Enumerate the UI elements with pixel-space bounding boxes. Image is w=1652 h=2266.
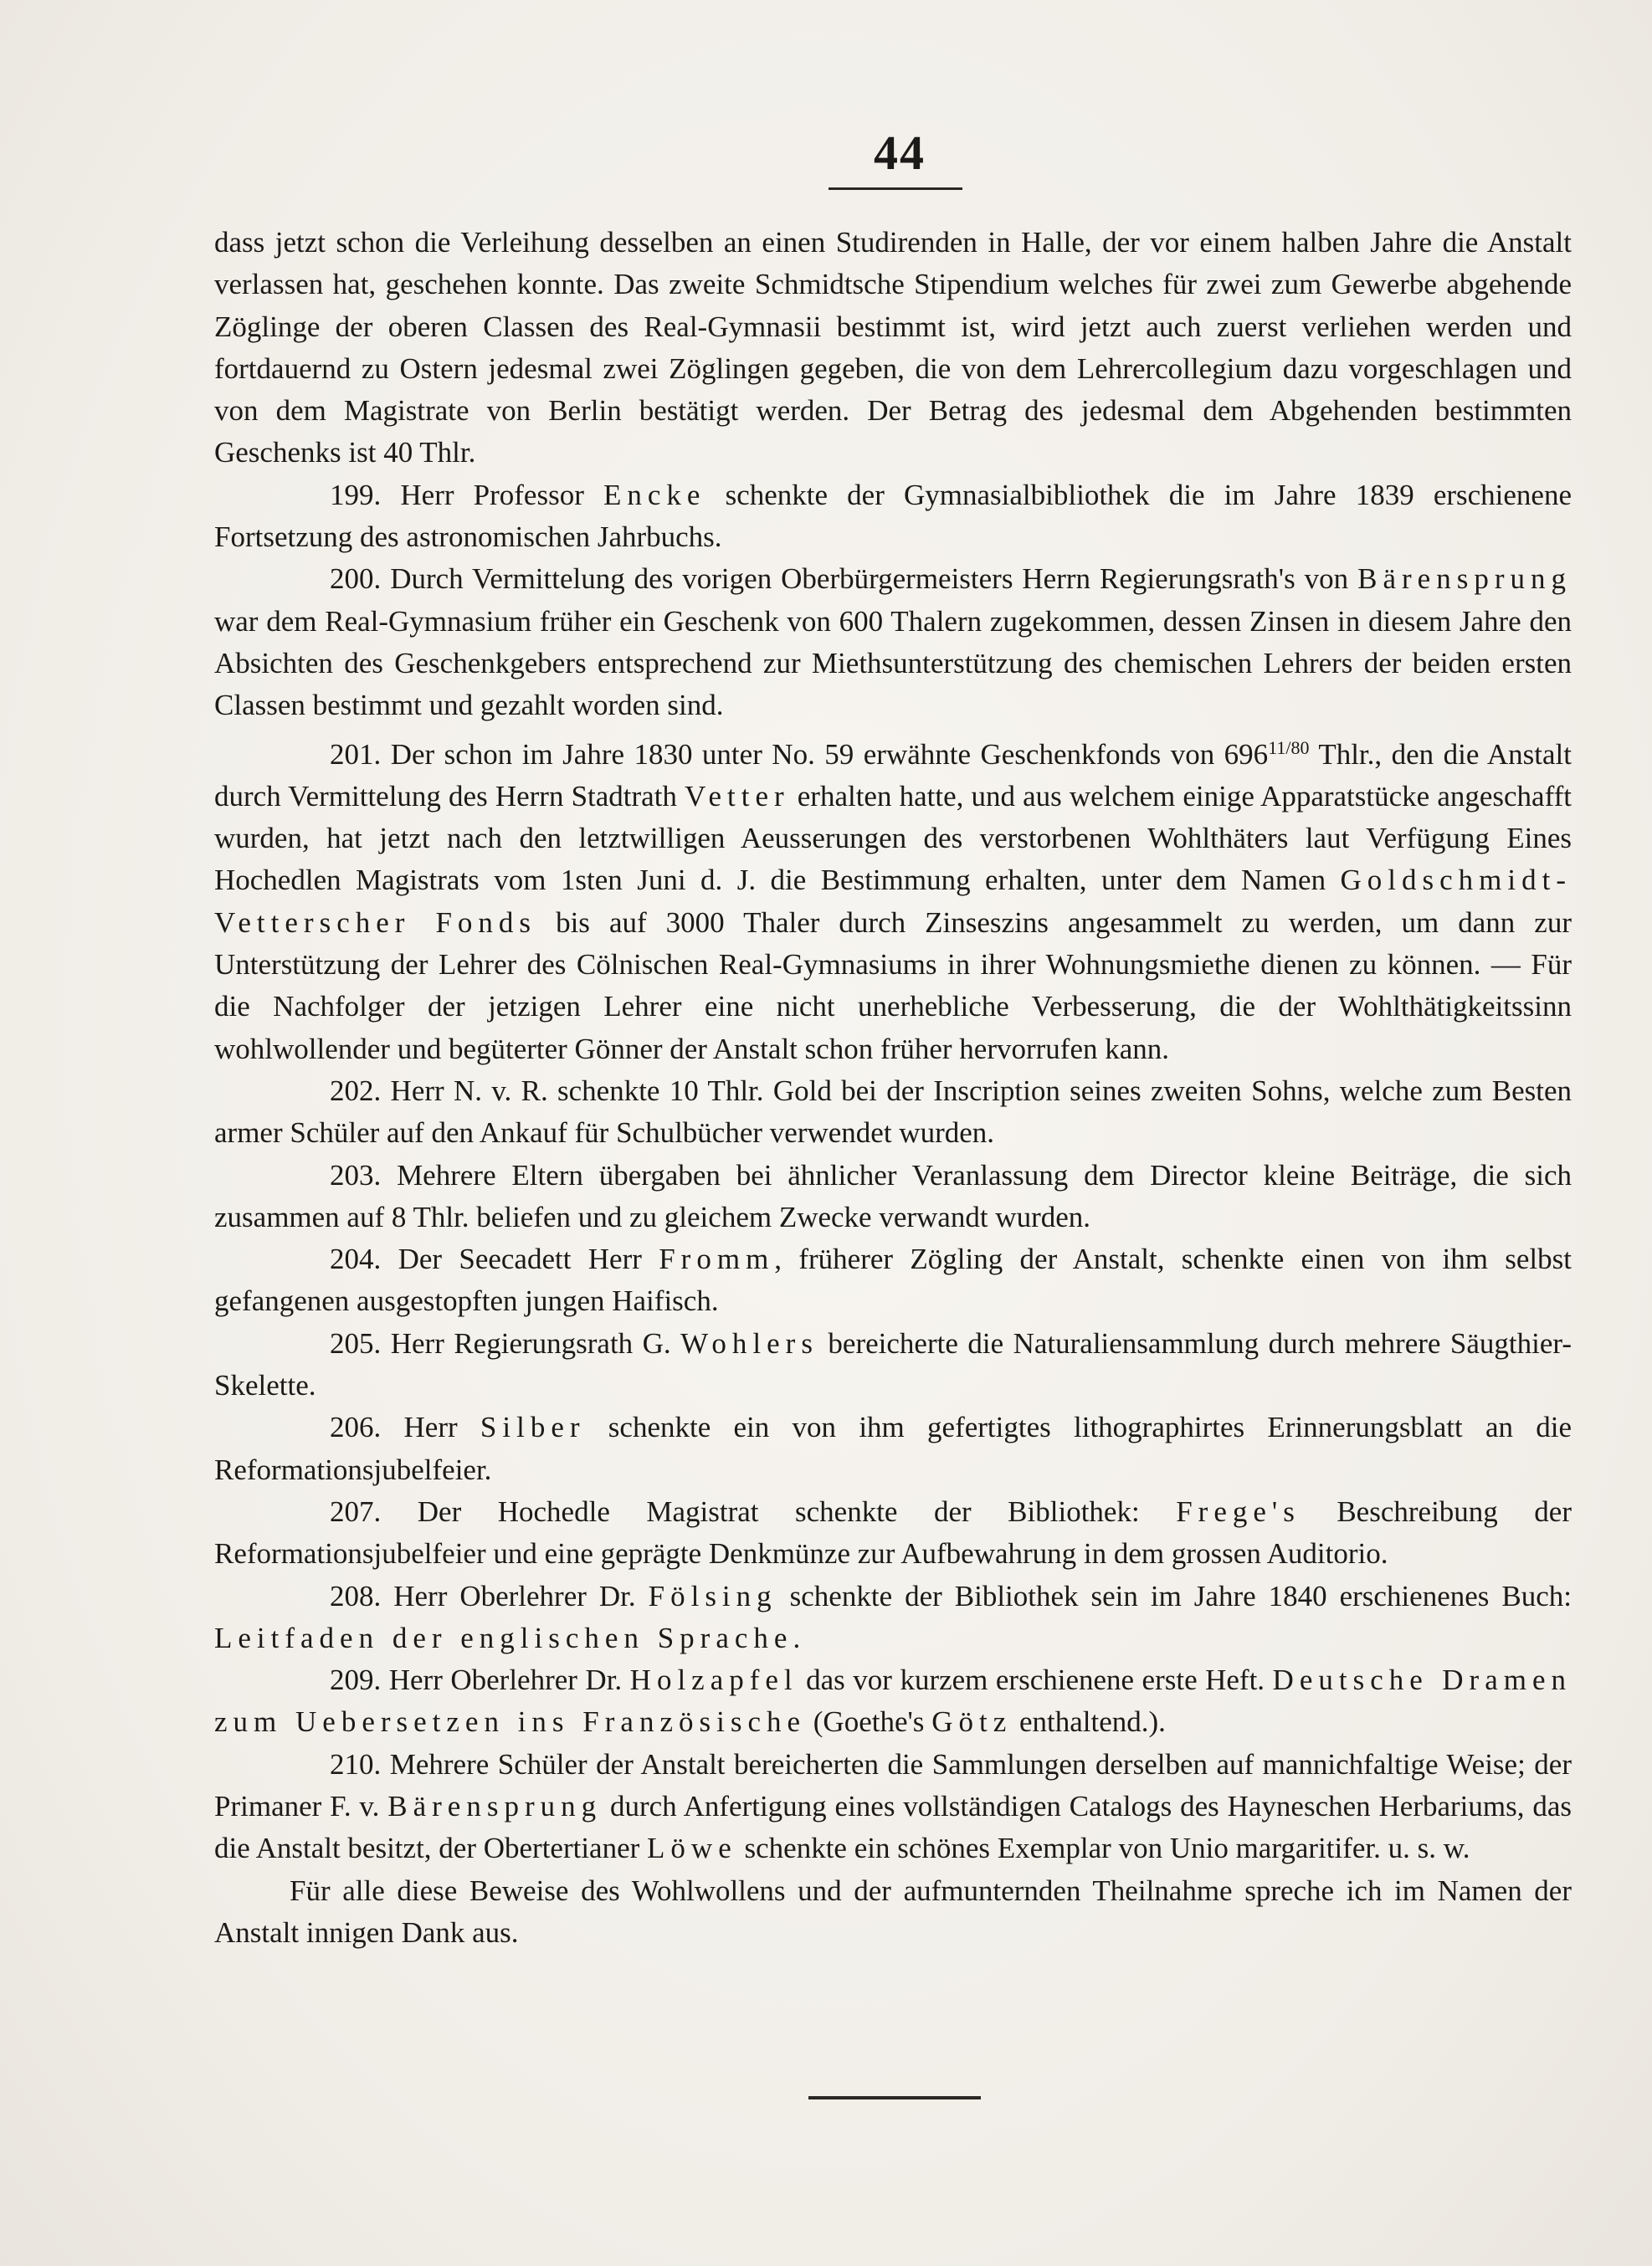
paragraph-206: 206. Herr Silber schenkte ein von ihm gefertigtes lithographirtes Erinnerungsblatt an die Reformationsjubelfeier. — [214, 1411, 1572, 1486]
page-number-underline — [829, 187, 962, 190]
paragraph-stipendium-continuation: dass jetzt schon die Verleihung desselben an einen Studirenden in Halle, der vor einem halben Jahre die Anstalt verlassen hat, geschehen konnte. Das zweite Schmidtsche Stipendium welches für zwei zum Gewerbe abgehende Zöglinge der oberen Classen des Real-Gymnasii bestimmt ist, wird jetzt auch zuerst verliehen werden und fortdauernd zu Ostern jedesmal zwei Zöglingen gegeben, die von dem Lehrercollegium dazu vorgeschlagen und von dem Magistrate von Berlin bestätigt werden. Der Betrag des jedesmal dem Abgehenden bestimmten Geschenks ist 40 Thlr. — [214, 226, 1572, 469]
paragraph-209: 209. Herr Oberlehrer Dr. Holzapfel das vor kurzem erschienene erste Heft. Deutsche Dramen zum Uebersetzen ins Französische (Goethe's Götz enthaltend.). — [214, 1664, 1572, 1739]
paragraph-201: 201. Der schon im Jahre 1830 unter No. 59 erwähnte Geschenkfonds von $696^{11/80}$ Thlr., den die Anstalt durch Vermittelung des Herrn Stadtrath Vetter erhalten hatte, und aus welchem einige Apparatstücke angeschafft wurden, hat jetzt nach den letztwilligen Aeusserungen des verstorbenen Wohlthäters laut Verfügung Eines Hochedlen Magistrats vom 1sten Juni d. J. die Bestimmung erhalten, unter dem Namen Goldschmidt-Vetterscher Fonds bis auf 3000 Thaler durch Zinseszins angesammelt zu werden, um dann zur Unterstützung der Lehrer des Cölnischen Real-Gymnasiums in ihrer Wohnungsmiethe dienen zu können. — Für die Nachfolger der jetzigen Lehrer eine nicht unerhebliche Verbesserung, die der Wohlthätigkeitssinn wohlwollender und begüterter Gönner der Anstalt schon früher hervorrufen kann. — [214, 736, 1572, 1065]
paragraph-202: 202. Herr N. v. R. schenkte 10 Thlr. Gold bei der Inscription seines zweiten Sohns, welche zum Besten armer Schüler auf den Ankauf für Schulbücher verwendet wurden. — [214, 1074, 1572, 1150]
paragraph-203: 203. Mehrere Eltern übergaben bei ähnlicher Veranlassung dem Director kleine Beiträge, die sich zusammen auf 8 Thlr. beliefen und zu gleichem Zwecke verwandt wurden. — [214, 1158, 1572, 1233]
closing-paragraph: Für alle diese Beweise des Wohlwollens und der aufmunternden Theilnahme spreche ich im Namen der Anstalt innigen Dank aus. — [214, 1874, 1572, 1949]
paragraph-208: 208. Herr Oberlehrer Dr. Fölsing schenkte der Bibliothek sein im Jahre 1840 erschienenes Buch: Leitfaden der englischen Sprache. — [214, 1579, 1572, 1654]
paragraph-199: 199. Herr Professor Encke schenkte der Gymnasialbibliothek die im Jahre 1839 erschienene Fortsetzung des astronomischen Jahrbuchs. — [214, 478, 1572, 554]
body-text — [214, 222, 1572, 1954]
page-number: 44 — [874, 126, 926, 180]
paragraph-204: 204. Der Seecadett Herr Fromm, früherer Zögling der Anstalt, schenkte einen von ihm selbst gefangenen ausgestopften jungen Haifisch. — [214, 1243, 1572, 1318]
paragraph-205: 205. Herr Regierungsrath G. Wohlers bereicherte die Naturaliensammlung durch mehrere Säugthier-Skelette. — [214, 1326, 1572, 1402]
paragraph-200: 200. Durch Vermittelung des vorigen Oberbürgermeisters Herrn Regierungsrath's von Bärensprung war dem Real-Gymnasium früher ein Geschenk von 600 Thalern zugekommen, dessen Zinsen in diesem Jahre den Absichten des Geschenkgebers entsprechend zur Miethsunterstützung des chemischen Lehrers der beiden ersten Classen bestimmt und gezahlt worden sind. — [214, 562, 1572, 722]
paragraph-207: 207. Der Hochedle Magistrat schenkte der Bibliothek: Frege's Beschreibung der Reformationsjubelfeier und eine geprägte Denkmünze zur Aufbewahrung in dem grossen Auditorio. — [214, 1494, 1572, 1571]
paragraph-210: 210. Mehrere Schüler der Anstalt bereicherten die Sammlungen derselben auf mannichfaltige Weise; der Primaner F. v. Bärensprung durch Anfertigung eines vollständigen Catalogs des Hayneschen Herbariums, das die Anstalt besitzt, der Obertertianer Löwe schenkte ein schönes Exemplar von Unio margaritifer. u. s. w. — [214, 1747, 1572, 1865]
end-rule — [808, 2096, 981, 2099]
